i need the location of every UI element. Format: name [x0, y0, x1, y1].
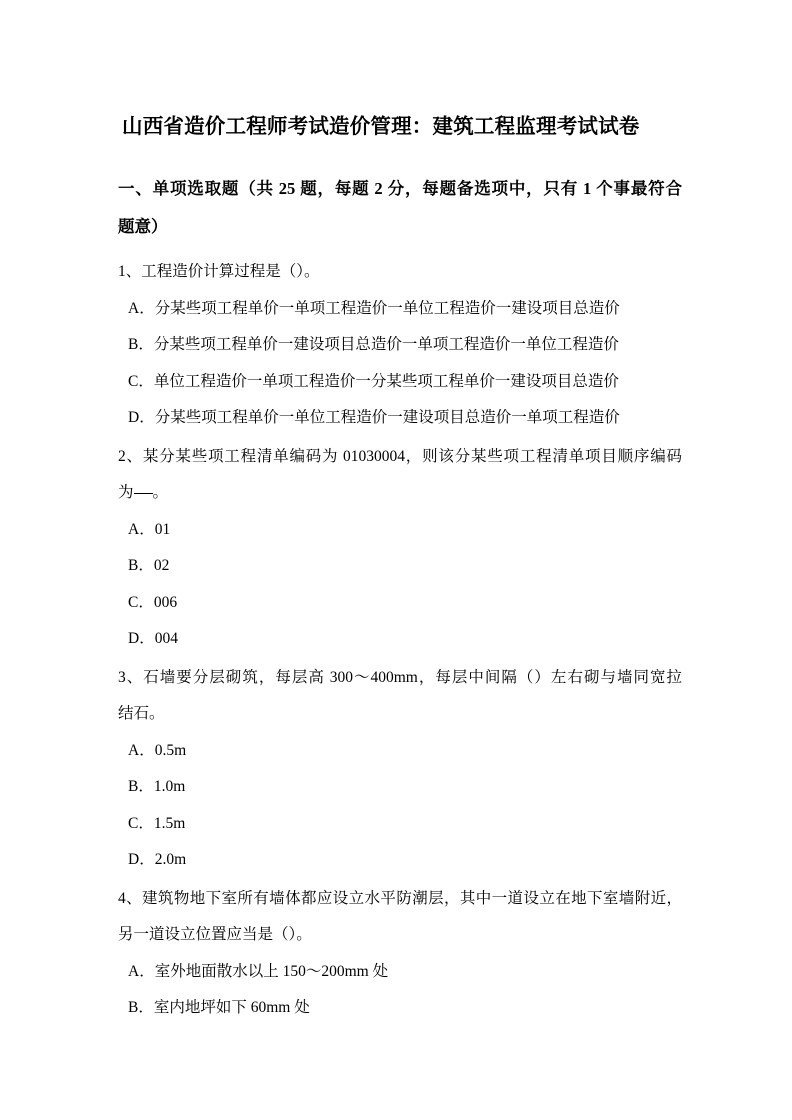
option-letter: C．	[128, 814, 154, 832]
option-text: 02	[153, 557, 170, 574]
option-2-b[interactable]	[128, 548, 682, 585]
option-3-d[interactable]	[128, 842, 682, 879]
option-text: 室内地坪如下 60mm 处	[153, 999, 310, 1016]
question-stem-2-line-2	[118, 475, 682, 512]
section-heading	[118, 170, 682, 246]
option-3-a[interactable]	[128, 733, 682, 770]
question-stem-4-line-2: 另一道设立位置应当是（）。	[118, 926, 312, 943]
option-1-a[interactable]	[128, 291, 682, 328]
answer-blank	[134, 493, 153, 494]
option-3-c[interactable]	[128, 806, 682, 843]
option-letter: A．	[128, 962, 155, 980]
option-3-b[interactable]	[128, 769, 682, 806]
option-2-a[interactable]	[128, 512, 682, 549]
option-1-b[interactable]	[128, 327, 682, 364]
option-letter: D．	[128, 851, 155, 868]
option-letter: B．	[128, 778, 154, 795]
question-stem-3	[118, 660, 682, 733]
question-stem-1	[118, 254, 682, 291]
option-text: 室外地面散水以上 150～200mm 处	[154, 962, 389, 980]
question-block-3	[118, 660, 682, 879]
option-letter: D．	[128, 630, 155, 647]
option-2-c[interactable]	[128, 585, 682, 622]
question-stem-2-line-1: 2、某分某些项工程清单编码为 01030004，则该分某些项工程清单项目顺序编码	[118, 447, 682, 465]
option-letter: B．	[128, 557, 154, 574]
option-text: 1.5m	[153, 814, 186, 832]
option-text: 01	[154, 520, 171, 538]
question-stem-1-line-1: 1、工程造价计算过程是（）。	[118, 263, 320, 280]
document-content	[118, 112, 682, 1029]
option-text: 分某些项工程单价一建设项目总造价一单项工程造价一单位工程造价	[153, 336, 619, 353]
option-letter: B．	[128, 999, 154, 1016]
option-text: 分某些项工程单价一单位工程造价一建设项目总造价一单项工程造价	[154, 409, 620, 426]
stem-fragment-after-blank: 。	[152, 484, 169, 501]
option-4-a[interactable]	[128, 954, 682, 991]
option-text: 单位工程造价一单项工程造价一分某些项工程单价一建设项目总造价	[153, 372, 619, 390]
option-letter: D．	[128, 409, 155, 426]
question-stem-2	[118, 439, 682, 512]
question-block-1	[118, 254, 682, 437]
question-stem-4-line-1: 4、建筑物地下室所有墙体都应设立水平防潮层，其中一道设立在地下室墙附近，	[118, 889, 682, 907]
option-text: 006	[153, 593, 178, 611]
option-text: 0.5m	[154, 741, 187, 759]
option-text: 1.0m	[153, 778, 186, 795]
question-stem-3-line-2: 结石。	[118, 705, 165, 722]
option-1-d[interactable]	[128, 400, 682, 437]
option-letter: C．	[128, 372, 154, 390]
option-letter: A．	[128, 520, 155, 538]
section-heading-line-2: 题意）	[118, 217, 168, 236]
option-text: 分某些项工程单价一单项工程造价一单位工程造价一建设项目总造价	[154, 299, 620, 317]
question-block-2	[118, 439, 682, 658]
option-letter: B．	[128, 336, 154, 353]
option-text: 2.0m	[154, 851, 187, 868]
option-2-d[interactable]	[128, 621, 682, 658]
question-stem-4	[118, 881, 682, 954]
option-letter: C．	[128, 593, 154, 611]
option-4-b[interactable]	[128, 990, 682, 1027]
question-stem-3-line-1: 3、石墙要分层砌筑，每层高 300～400mm，每层中间隔（）左右砌与墙同宽拉	[118, 668, 682, 686]
option-1-c[interactable]	[128, 364, 682, 401]
stem-fragment-before-blank: 为	[118, 484, 134, 501]
question-block-4	[118, 881, 682, 1027]
option-text: 004	[154, 630, 178, 647]
option-letter: A．	[128, 299, 155, 317]
page-title: 山西省造价工程师考试造价管理：建筑工程监理考试试卷	[122, 116, 640, 138]
option-letter: A．	[128, 741, 155, 759]
section-heading-line-1: 一、单项选取题（共 25 题，每题 2 分，每题备选项中，只有 1 个事最符合	[118, 179, 682, 198]
